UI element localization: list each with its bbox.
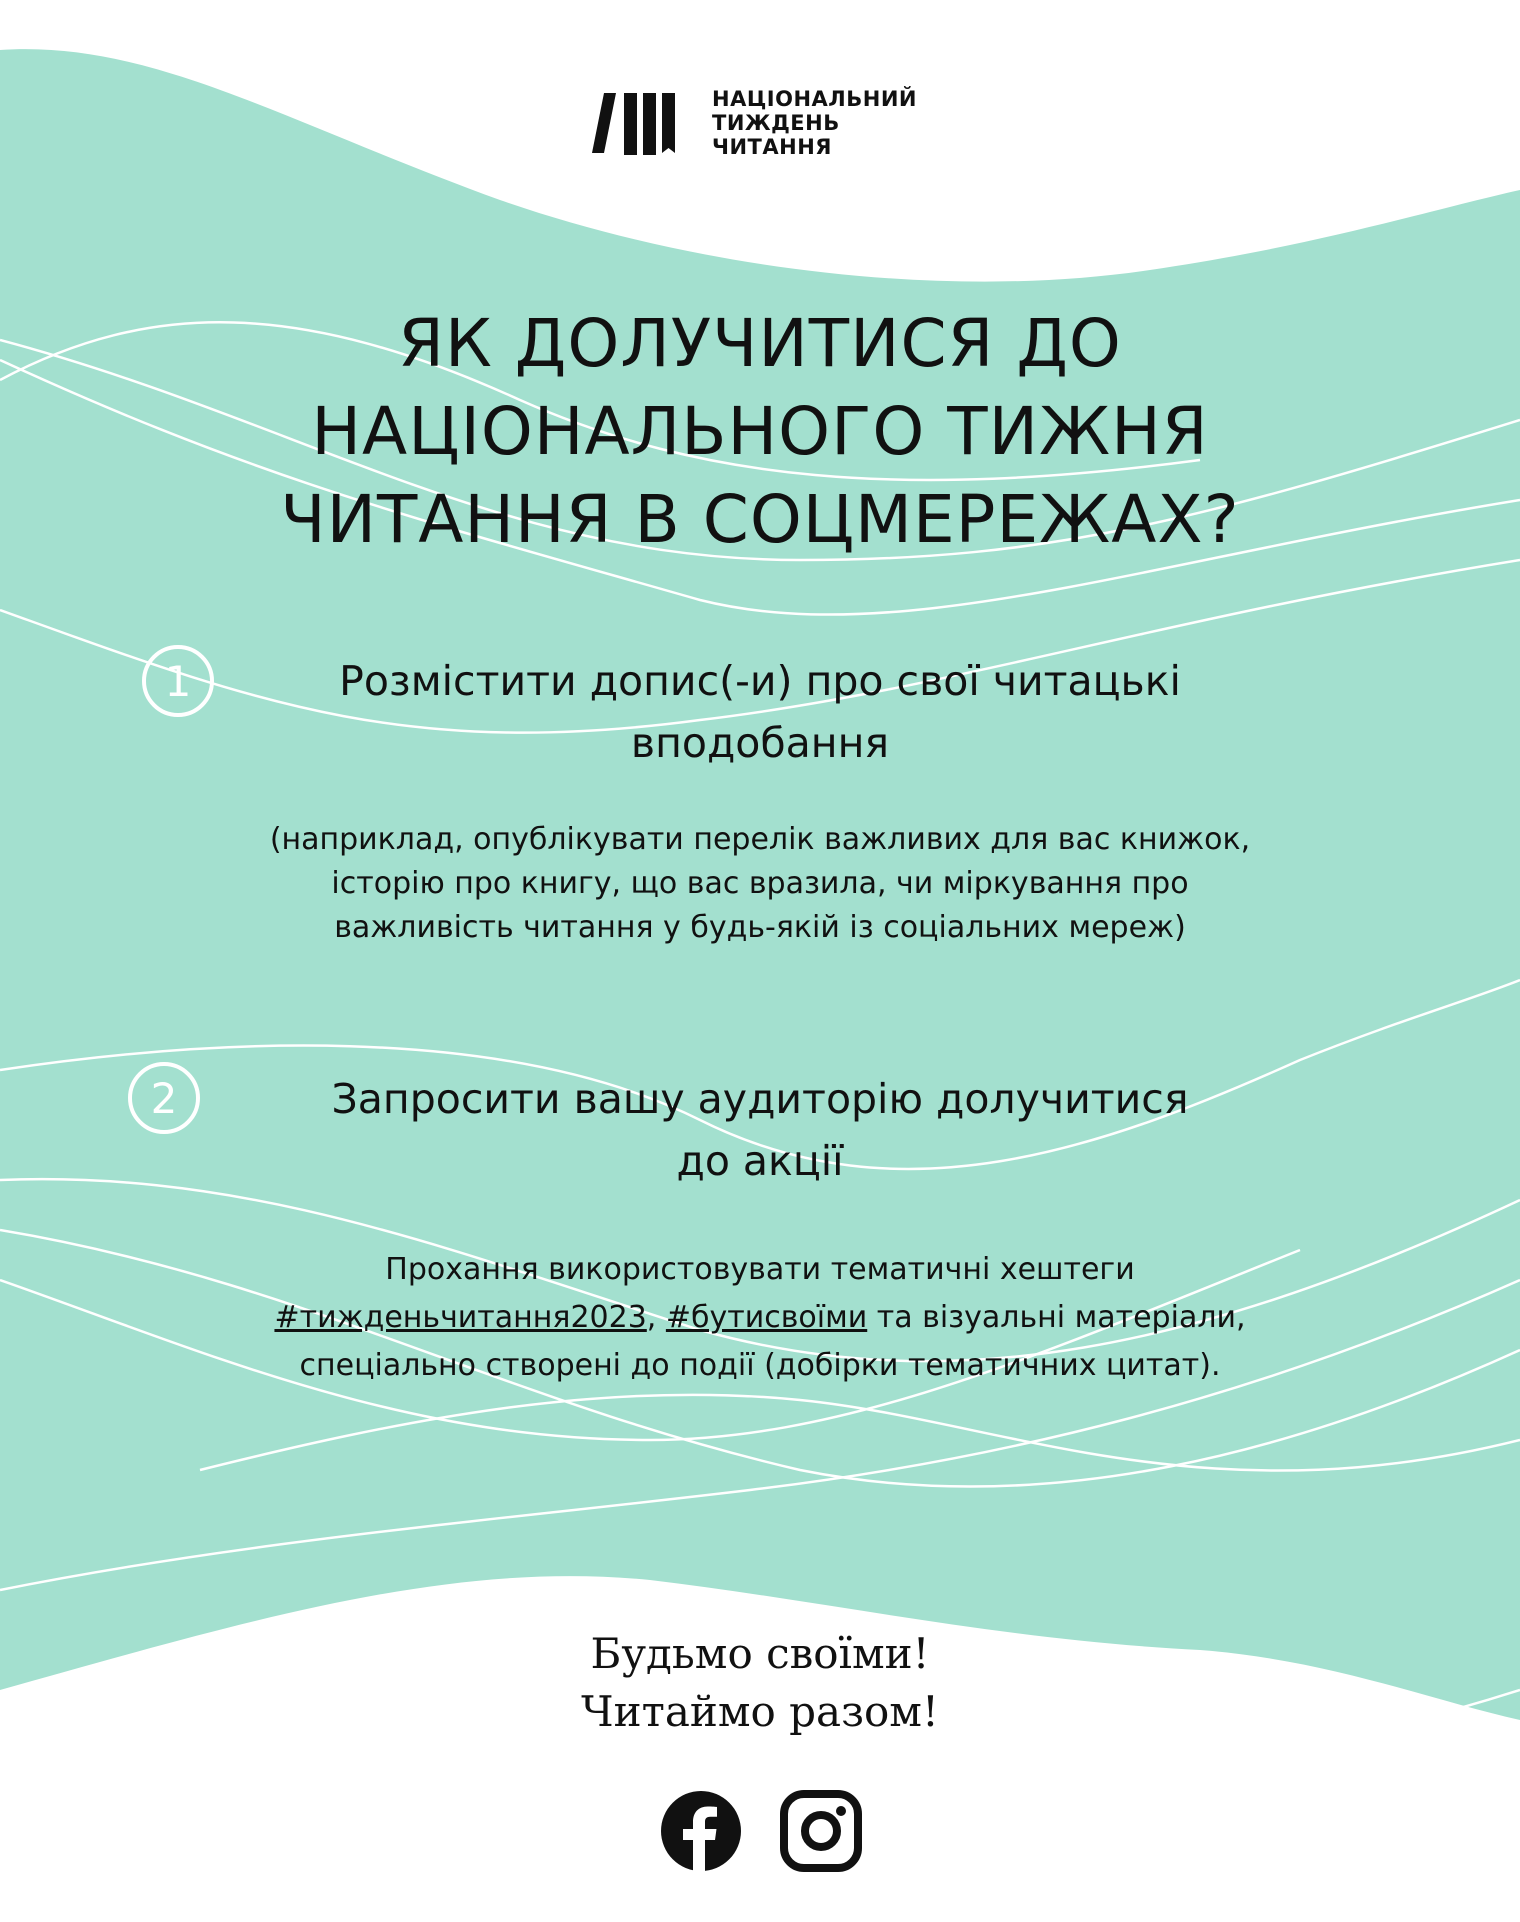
step-1-heading-line: Розмістити допис(-и) про свої читацькі	[339, 657, 1181, 705]
step-2-heading-line: Запросити вашу аудиторію долучитися	[331, 1075, 1189, 1123]
page-title	[160, 300, 1360, 564]
slogan-line: Читаймо разом!	[581, 1687, 939, 1736]
title-line: ЧИТАННЯ В СОЦМЕРЕЖАХ?	[280, 481, 1240, 558]
instagram-icon[interactable]	[780, 1790, 862, 1872]
hashtag-link[interactable]: #бутисвоїми	[665, 1300, 868, 1335]
step-1-heading	[230, 650, 1290, 774]
step-2-heading-line: до акції	[676, 1137, 844, 1185]
logo-line: ТИЖДЕНЬ	[712, 111, 840, 135]
step-2-number-badge: 2	[128, 1062, 200, 1134]
title-line: ЯК ДОЛУЧИТИСЯ ДО	[398, 305, 1122, 382]
step-2-description	[100, 1246, 1420, 1390]
logo-line: НАЦІОНАЛЬНИЙ	[712, 87, 917, 111]
logo-line: ЧИТАННЯ	[712, 135, 832, 159]
title-line: НАЦІОНАЛЬНОГО ТИЖНЯ	[311, 393, 1209, 470]
books-logo-icon	[590, 85, 705, 160]
logo-wordmark	[712, 87, 917, 159]
step-2-description-line: Прохання використовувати тематичні хештеги	[385, 1252, 1135, 1287]
slogan-line: Будьмо своїми!	[590, 1629, 930, 1678]
step-2-description-line: спеціально створені до події (добірки тематичних цитат).	[299, 1348, 1221, 1383]
step-1-description-line: історію про книгу, що вас вразила, чи міркування про	[331, 866, 1189, 901]
step-1-number-badge: 1	[142, 645, 214, 717]
step-2-description-line	[100, 1294, 1420, 1342]
hashtag-separator: ,	[646, 1300, 666, 1335]
hashtag-link[interactable]: #тижденьчитання2023	[274, 1300, 647, 1335]
logo	[590, 85, 950, 160]
step-1-description-line: (наприклад, опублікувати перелік важливих для вас книжок,	[269, 822, 1251, 857]
description-text: та візуальні матеріали,	[867, 1300, 1246, 1335]
step-1-description	[110, 818, 1410, 950]
facebook-icon[interactable]	[660, 1790, 742, 1872]
slogan	[460, 1625, 1060, 1741]
step-1-description-line: важливість читання у будь-якій із соціальних мереж)	[334, 910, 1186, 945]
step-1-heading-line: вподобання	[630, 719, 890, 767]
step-2-heading	[230, 1068, 1290, 1192]
